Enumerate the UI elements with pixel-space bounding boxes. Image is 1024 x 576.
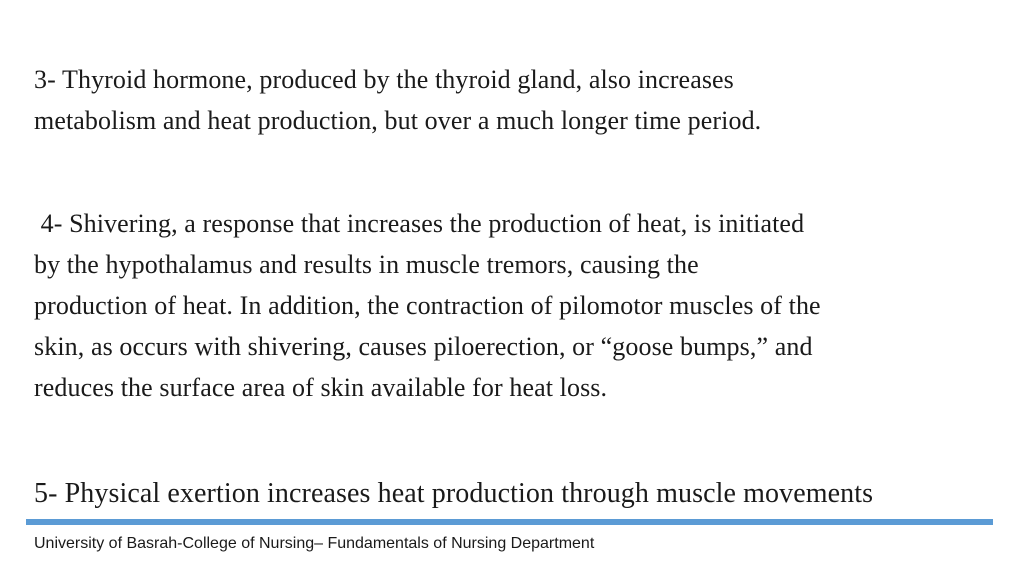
footer-text: University of Basrah-College of Nursing– Fundamentals of Nursing Department: [34, 535, 595, 552]
paragraph-physical-exertion: 5- Physical exertion increases heat production through muscle movements: [34, 478, 874, 509]
footer-divider: [26, 519, 993, 525]
paragraph-thyroid-hormone: 3- Thyroid hormone, produced by the thyroid gland, also increases metabolism and heat production, but over a much longer time period.: [34, 65, 762, 135]
paragraph-shivering: 4- Shivering, a response that increases the production of heat, is initiated by the hypothalamus and results in muscle tremors, causing the production of heat. In addition, the contraction of pilomotor muscles of the skin, as occurs with shivering, causes piloerection, or “goose bumps,” and reduces the surface area of skin available for heat loss.: [34, 209, 821, 402]
